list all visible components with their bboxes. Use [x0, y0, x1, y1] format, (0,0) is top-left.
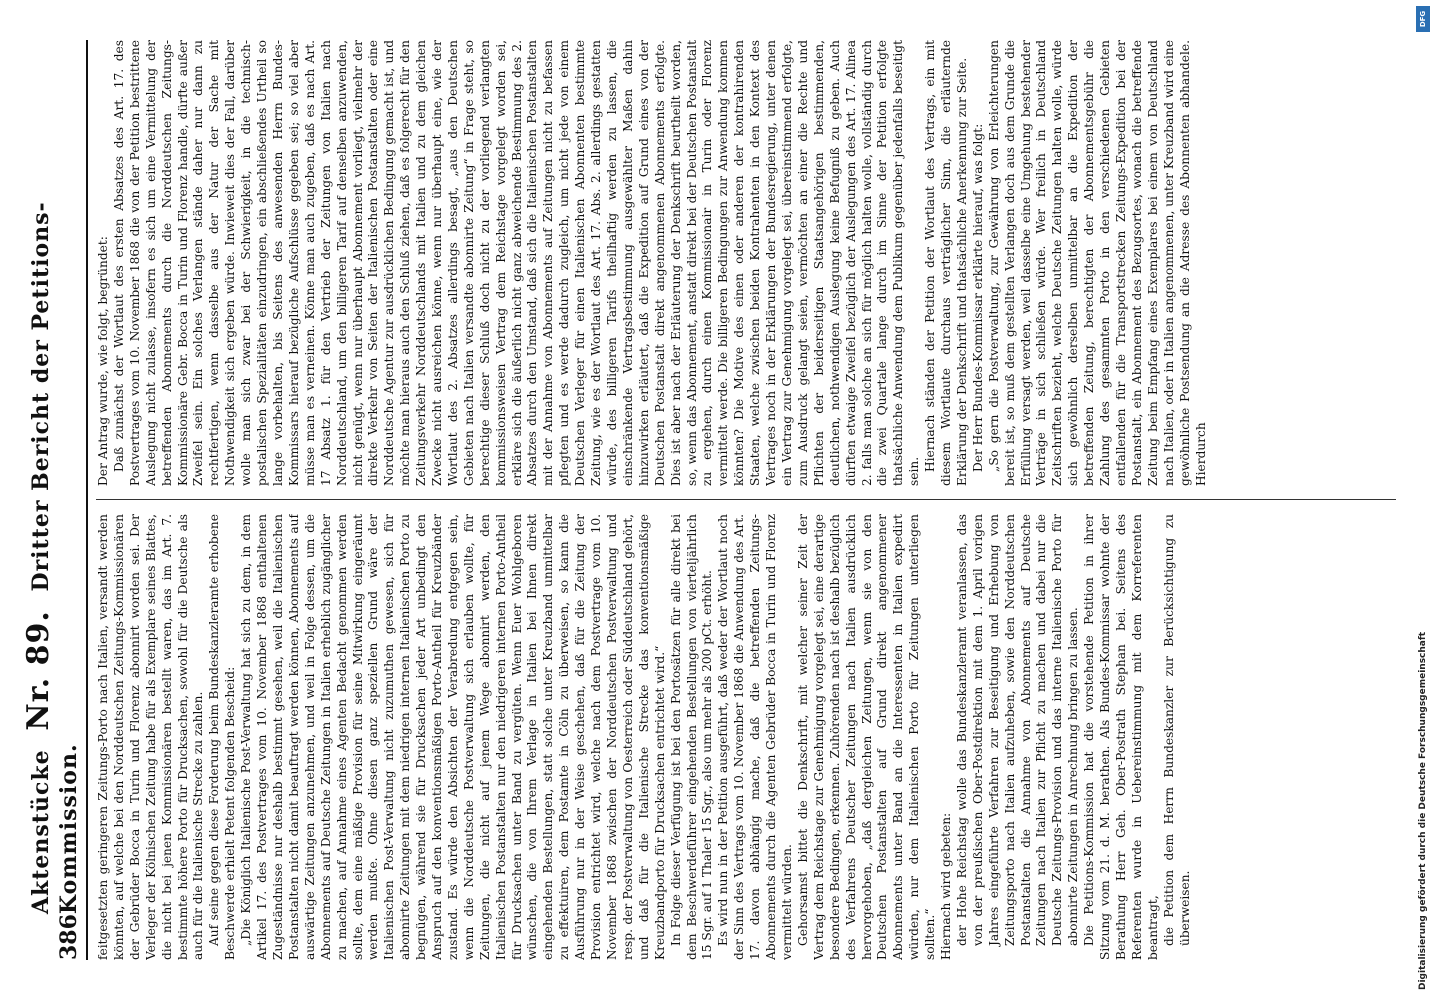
paragraph: Der Herr Bundes-Kommissar erklärte hierauf, was folgt: [970, 123, 985, 472]
running-head-right: Dritter Bericht der Petitions-Kommission. [28, 201, 82, 915]
paragraph: Auf seine gegen diese Forderung beim Bundeskanzleramte erhobene Beschwerde erhielt Petent folgenden Bescheid: [207, 514, 238, 960]
running-head-left: Aktenstücke [28, 749, 54, 915]
paragraph: Gehorsamst bittet die Denkschrift, mit welcher seiner Zeit der Vertrag dem Reichstage zur Genehmigung vorgelegt sei, eine derartige besondere Bedingen, erkennen. Zuhörenden nach ist deshalb bezüglich des Verfahrens Deutscher Zeitungen nach Italien ausdrücklich hervorgehoben, „daß dergleichen Zeitungen, wenn sie von den Deutschen Postanstalten auf Grund direkt angenommener Abonnements unter Band an die Interessenten in Italien expedirt würden, nur dem Italienischen Porto für Zeitungen unterliegen sollten.“ [795, 514, 938, 960]
paragraph: „Die Königlich Italienische Post-Verwaltung hat sich zu dem, in dem Artikel 17. des Postvertrages vom 10. November 1868 enthaltenen Zugeständnisse nur deshalb bestimmt gesehen, weil die Italienischen Postanstalten nicht damit beauftragt werden können, Abonnements auf auswärtige Zeitungen anzunehmen, und weil in Folge dessen, um die Abonnements auf Deutsche Zeitungen in Italien erheblich zugänglicher zu machen, auf Annahme eines Agenten Bedacht genommen werden sollte, dem eine mäßige Provision für seine Mitwirkung eingeräumt werden mußte. Ohne diesen ganz speziellen Grund wäre der Italienischen Post-Verwaltung nicht zuzumuthen gewesen, sich für abonnirte Zeitungen mit dem niedrigen internen Italienischen Porto zu begnügen, während sie für Drucksachen jeder Art unbedingt den Anspruch auf den konventionsmäßigen Porto-Antheil für Kreuzbänder zustand. Es würde den Absichten der Verabredung entgegen sein, wenn die Norddeutsche Postverwaltung sich erlauben wollte, für Zeitungen, die nicht auf jenem Wege abonnirt werden, den Italienischen Postanstalten nur den niedrigeren internen Porto-Antheil für Drucksachen unter Band zu vergüten. Wenn Euer Wohlgeboren wünschen, die von Ihrem Verlage in Italien bei Ihnen direkt eingehenden Bestellungen, statt solche unter Kreuzband unmittelbar zu effektuiren, dem Postamte in Cöln zu überweisen, so kann die Ausführung nur in der Weise geschehen, daß für die Zeitung der Provision entrichtet wird, welche nach dem Postvertrage vom 10. November 1868 zwischen der Norddeutschen Postverwaltung und resp. der Postverwaltung von Oesterreich oder Süddeutschland gehört, und daß für die Italienische Strecke das konventionsmäßige Kreuzbandporto für Drucksachen entrichtet wird.“ [239, 514, 667, 960]
digitization-credit [1416, 0, 1432, 1000]
paragraph: Es wird nun in der Petition ausgeführt, daß weder der Wortlaut noch der Sinn des Vertrags vom 10. November 1868 die Anwendung des Art. 17. davon abhängig mache, daß die betreffenden Zeitungs-Abonnements durch die Agenten Gebrüder Bocca in Turin und Florenz vermittelt würden. [716, 514, 794, 960]
text-columns [96, 40, 1396, 960]
paragraph: In Folge dieser Verfügung ist bei den Portosätzen für alle direkt bei dem Beschwerdeführer eingehenden Bestellungen von vierteljährlich 15 Sgr. auf 1 Thaler 15 Sgr., also um mehr als 200 pCt. erhöht. [668, 514, 715, 960]
paragraph: Die Petitions-Kommission hat die vorstehende Petition in ihrer Sitzung vom 21. d. M. berathen. Als Bundes-Kommissar wohnte der Berathung Herr Geh. Ober-Postrath Stephan bei. Seitens des Referenten wurde in Uebereinstimmung mit dem Korreferenten beantragt, [1082, 514, 1160, 960]
right-column [96, 40, 1396, 486]
paragraph: der Hohe Reichstag wolle das Bundeskanzleramt veranlassen, das von der preußischen Ober-Postdirektion mit dem 1. April vorigen Jahres eingeführte Verfahren zur Beseitigung und Erhebung von Zeitungsporto nach Italien aufzuheben, sowie den Norddeutschen Postanstalten die Annahme von Abonnements auf Deutsche Zeitungen nach Italien zur Pflicht zu machen und dabei nur die Deutsche Zeitungs-Provision und das interne Italienische Porto für abonnirte Zeitungen in Anrechnung bringen zu lassen. [954, 514, 1081, 946]
paragraph: Daß zunächst der Wortlaut des ersten Absatzes des Art. 17. des Postvertrages vom 10. November 1868 die von der Petition bestrittene Auslegung nicht zulasse, insofern es sich um eine Vermittelung der betreffenden Abonnements durch die Norddeutschen Zeitungs-Kommissionäre Gebr. Bocca in Turin und Florenz handle, dürfte außer Zweifel sein. Ein solches Verlangen stände daher nur dann zu rechtfertigen, wenn dasselbe aus der Natur der Sache mit Nothwendigkeit sich ergeben würde. Inwieweit dies der Fall, darüber wolle man sich zwar bei der Schwierigkeit, in die technisch-postalischen Spezialitäten einzudringen, ein abschließendes Urtheil so lange vorbehalten, bis Seitens des anwesenden Herrn Bundes-Kommissars hierauf bezügliche Aufschlüsse gegeben sei; so viel aber müsse man es verneinen. Könne man auch zugeben, daß es nach Art. 17 Absatz 1. für den Vertrieb der Zeitungen von Italien nach Norddeutschland, um den billigeren Tarif auf denselben anzuwenden, nicht genügt, wenn nur überhaupt Abonnement vorliegt, vielmehr der direkte Verkehr von Seiten der Italienischen Postanstalten oder eine Norddeutsche Agentur zur ausdrücklichen Bedingung gemacht ist, und möchte man hieraus auch den Schluß ziehen, daß es folgerecht für den Zeitungsverkehr Norddeutschlands mit Italien und zu dem gleichen Zwecke nicht ausreichen könne, wenn nur überhaupt eine, wie der Wortlaut des 2. Absatzes allerdings besagt, „aus den Deutschen Gebieten nach Italien versandte abonnirte Zeitung“ in Frage steht, so berechtige dieser Schluß doch nicht zu der vorliegend verlangten kommissionsweisen Vertrag dem Reichstage vorgelegt worden sei, erkläre sich die äußerlich nicht ganz abweichende Bestimmung des 2. Absatzes durch den Umstand, daß sich die Italienischen Postanstalten mit der Annahme von Abonnements auf Zeitungen nicht zu befassen pflegten und es werde dadurch zugleich, um nicht jede von einem Deutschen Verleger für einen Italienischen Abonnenten bestimmte Zeitung, wie es der Wortlaut des Art. 17. Abs. 2. allerdings gestatten würde, des billigeren Tarifs theilhaftig werden zu lassen, die einschränkende Vertragsbestimmung ausgewählter Maßen dahin hinzuwirken erläutert, daß die Expedition auf Grund eines von der Deutschen Postanstalt direkt angenommenen Abonnements erfolgte. Dies ist aber nach der Erläuterung der Denkschrift beurtheilt worden, so, wenn das Abonnement, anstatt direkt bei der Deutschen Postanstalt zu ergehen, durch einen Kommissionair in Turin oder Florenz vermittelt werde. Die billigeren Bedingungen zur Anwendung kommen könnten? Die Motive des einen oder anderen der kontrahirenden Staaten, welche zwischen beiden Kontrahenten in den Kontext des Vertrages noch in der Erklärungen der Bundesregierung, unter denen ein Vertrag zur Genehmigung vorgelegt sei, übereinstimmend erfolgte, zum Ausdruck gelangt seien, vermöchten an einer die Rechte und Pflichten der beiderseitigen Staatsangehörigen bestimmenden, deutlichen, nothwendigen Auslegung keine Befugniß zu geben. Auch dürften etwaige Zweifel bezüglich der Auslegungen des Art. 17. Alinea 2. falls man solche an sich für möglich halten wolle, vollständig durch die zwei Quartale lange durch im Sinne der Petition erfolgte thatsächliche Anwendung dem Publikum gegenüber jedenfalls beseitigt sein. [111, 40, 922, 486]
page-number: 386 [56, 914, 82, 960]
dfg-logo-text: DFG [1419, 10, 1427, 28]
running-head-number: Nr. 89. [21, 610, 56, 731]
left-column [96, 514, 1396, 960]
page-header [21, 40, 88, 960]
paragraph: die Petition dem Herrn Bundeskanzler zur Berücksichtigung zu überweisen. [1161, 514, 1192, 946]
paragraph: Hiernach wird gebeten: [939, 812, 954, 960]
paragraph: feitgesetzten geringeren Zeitungs-Porto nach Italien, versandt werden könnten, auf welche bei den Norddeutschen Zeitungs-Kommissionären der Gebrüder Bocca in Turin und Florenz abonnirt worden sei. Der Verleger der Kölnischen Zeitung habe für als Exemplare seines Blattes, die nicht bei jenen Kommissionären bestellt waren, das im Art. 7. bestimmte höhere Porto für Drucksachen, sowohl für die Deutsche als auch für die Italienische Strecke zu zahlen. [96, 514, 206, 960]
column-divider [96, 500, 1396, 501]
running-head [21, 40, 82, 914]
dfg-logo [1416, 6, 1430, 32]
paragraph: Hiernach ständen der Petition der Wortlaut des Vertrags, ein mit diesem Wortlaute durchaus verträglicher Sinn, die erläuternde Erklärung der Denkschrift und thatsächliche Anerkennung zur Seite. [923, 40, 969, 486]
paragraph: Der Antrag wurde, wie folgt, begründet: [96, 236, 110, 486]
paragraph: „So gern die Postverwaltung, zur Gewährung von Erleichterungen bereit ist, so muß dem gestellten Verlangen doch aus dem Grunde die Erfüllung versagt werden, weil dasselbe eine Umgehung bestehender Verträge in sich schließen würde. Wer freilich in Deutschland Zeitschriften bezieht, welche Deutsche Zeitungen halten wolle, würde sich gewöhnlich derselben unmittelbar an die Expedition der betreffenden Zeitung, berechtigten der Abonnementsgebühr die Zahlung des gesammten Porto in den verschiedenen Gebieten entfallenden für die Transportstrecken Zeitungs-Expedition bei der Postanstalt, ein Abonnement des Bezugsortes, wonach die betreffende Zeitung beim Empfang eines Exemplares bei einem von Deutschland nach Italien, oder in Italien angenommenen, unter Kreuzband wird eine gewöhnliche Postsendung an die Adresse des Abonnenten abhandele. Hierdurch [986, 40, 1208, 486]
digitization-credit-text: Digitalisierung gefördert durch die Deutsche Forschungsgemeinschaft [1418, 631, 1428, 990]
